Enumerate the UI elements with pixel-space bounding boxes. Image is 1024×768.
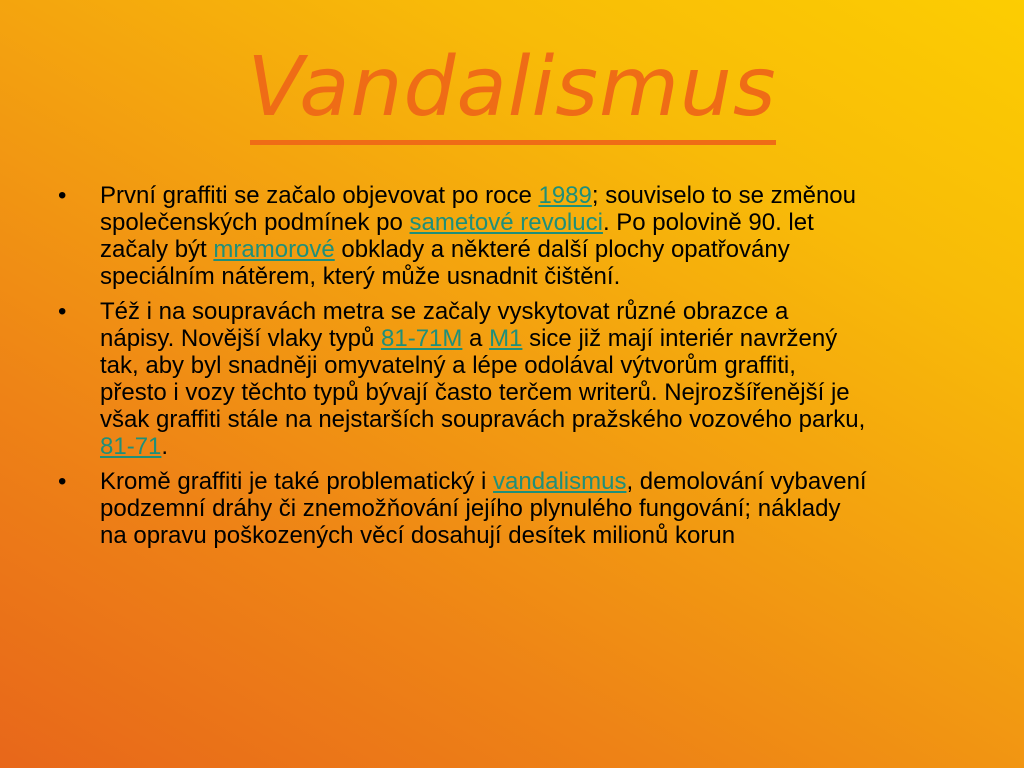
bullet-item [58,468,868,549]
bullet-text: obklady a některé další plochy opatřovány speciálním nátěrem, který může usnadnit čištění. [100,236,790,290]
bullet-item [58,298,868,460]
hyperlink[interactable]: vandalismus [493,468,627,495]
bullet-text: . [161,433,169,460]
hyperlink[interactable]: 81-71M [381,325,463,352]
bullet-list [58,182,868,557]
bullet-text: , demolování vybavení podzemní dráhy či znemožňování jejího plynulého fungování; náklady na opravu poškozených věcí dosahují desítek milionů korun [100,468,867,549]
bullet-text: a [462,325,490,352]
bullet-text: sice již mají interiér navržený tak, aby byl snadněji omyvatelný a lépe odolával výtvorům graffiti, přesto i vozy těchto typů bývají často terčem writerů. Nejrozšířenější je však graffiti stále na nejstarších soupravách pražského vozového parku, [100,325,866,433]
hyperlink[interactable]: mramorové [213,236,335,263]
bullet-text: ; souviselo to se změnou společenských podmínek po [100,182,856,236]
title-underline [250,140,776,145]
bullet-text: . Po polovině 90. let začaly být [100,209,814,263]
bullet-text: Též i na soupravách metra se začaly vyskytovat různé obrazce a nápisy. Novější vlaky typů [100,298,789,352]
title-area [0,40,1024,136]
hyperlink[interactable]: 81-71 [100,433,162,460]
hyperlink[interactable]: 1989 [538,182,592,209]
hyperlink[interactable]: M1 [489,325,523,352]
bullet-dot: • [58,182,67,209]
bullet-dot: • [58,298,67,325]
slide-title: Vandalismus [247,40,777,135]
bullet-text: Kromě graffiti je také problematický i [100,468,494,495]
hyperlink[interactable]: sametové revoluci [409,209,603,236]
bullet-item [58,182,868,290]
bullet-dot: • [58,468,67,495]
bullet-text: První graffiti se začalo objevovat po roce [100,182,539,209]
